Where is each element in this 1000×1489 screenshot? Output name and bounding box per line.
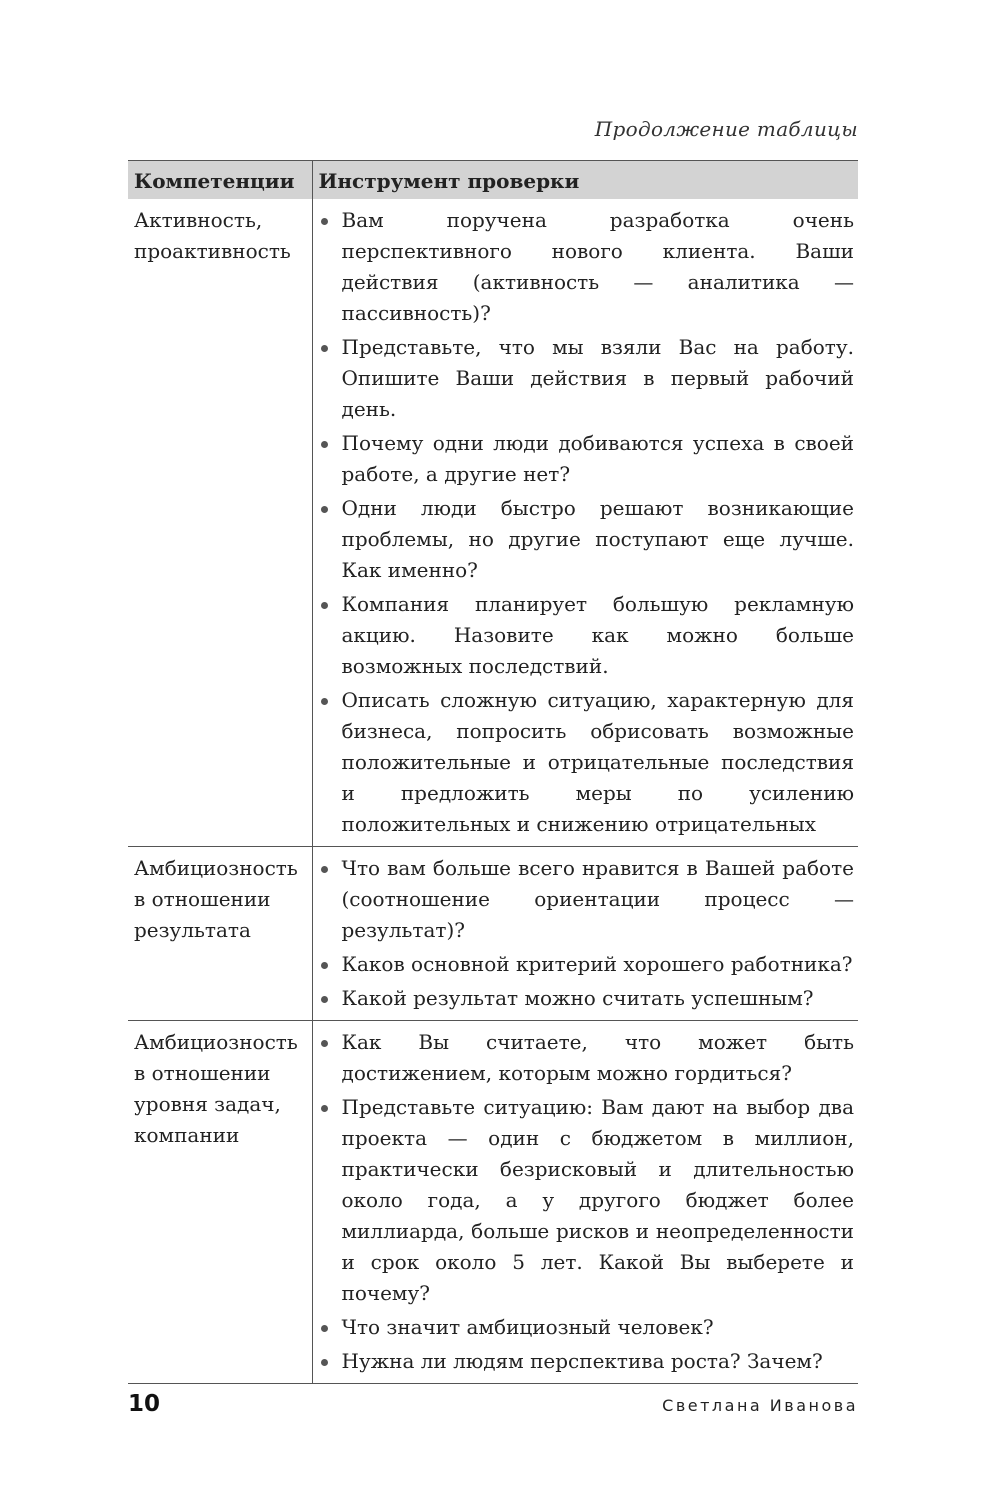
tool-cell [312,199,858,847]
author-name: Светлана Иванова [662,1396,858,1415]
table-row [128,847,858,1021]
list-item [319,983,855,1014]
list-item [319,1312,855,1343]
tool-list [319,205,855,840]
bullet-icon [321,441,328,448]
bullet-icon [321,866,328,873]
list-item-text: Компания планирует большую рекламную акцию. Назовите как можно больше возможных последствий. [341,592,854,678]
tool-list [319,853,855,1014]
list-item-text: Почему одни люди добиваются успеха в своей работе, а другие нет? [341,431,854,486]
table-row [128,199,858,847]
column-header-competence: Компетенции [128,161,312,200]
list-item [319,853,855,946]
list-item [319,205,855,329]
competence-cell: Амбициозность в отношении результата [128,847,312,1021]
bullet-icon [321,1359,328,1366]
bullet-icon [321,1325,328,1332]
table-header-row [128,161,858,200]
list-item-text: Представьте ситуацию: Вам дают на выбор два проекта — один с бюджетом в миллион, практически безрисковый и длительностью около года, а у другого бюджет более миллиарда, больше рисков и неопределенности и срок около 5 лет. Какой Вы выберете и почему? [341,1095,854,1305]
list-item-text: Что вам больше всего нравится в Вашей работе (соотношение ориентации процесс — результат)? [341,856,854,942]
list-item-text: Представьте, что мы взяли Вас на работу. Опишите Ваши действия в первый рабочий день. [341,335,854,421]
bullet-icon [321,962,328,969]
list-item [319,685,855,840]
bullet-icon [321,345,328,352]
bullet-icon [321,996,328,1003]
continuation-caption: Продолжение таблицы [594,117,858,141]
competence-cell: Амбициозность в отношении уровня задач, компании [128,1021,312,1384]
list-item-text: Одни люди быстро решают возникающие проблемы, но другие поступают еще лучше. Как именно? [341,496,854,582]
list-item [319,332,855,425]
list-item [319,589,855,682]
bullet-icon [321,602,328,609]
bullet-icon [321,218,328,225]
bullet-icon [321,506,328,513]
list-item-text: Как Вы считаете, что может быть достижением, которым можно гордиться? [341,1030,854,1085]
list-item-text: Что значит амбициозный человек? [341,1315,714,1339]
list-item-text: Нужна ли людям перспектива роста? Зачем? [341,1349,823,1373]
list-item-text: Описать сложную ситуацию, характерную для бизнеса, попросить обрисовать возможные положительные и отрицательные последствия и предложить меры по усилению положительных и снижению отрицательных [341,688,854,836]
list-item [319,1346,855,1377]
list-item [319,428,855,490]
list-item-text: Какой результат можно считать успешным? [341,986,814,1010]
table-row [128,1021,858,1384]
list-item-text: Каков основной критерий хорошего работника? [341,952,853,976]
list-item [319,949,855,980]
page-number: 10 [128,1391,161,1417]
column-header-tool: Инструмент проверки [312,161,858,200]
bullet-icon [321,1040,328,1047]
list-item [319,493,855,586]
list-item-text: Вам поручена разработка очень перспективного нового клиента. Ваши действия (активность — аналитика — пассивность)? [341,208,854,325]
list-item [319,1027,855,1089]
bullet-icon [321,698,328,705]
tool-list [319,1027,855,1377]
list-item [319,1092,855,1309]
bullet-icon [321,1105,328,1112]
tool-cell [312,1021,858,1384]
tool-cell [312,847,858,1021]
competence-cell: Активность, проактивность [128,199,312,847]
competency-table [128,160,858,1384]
